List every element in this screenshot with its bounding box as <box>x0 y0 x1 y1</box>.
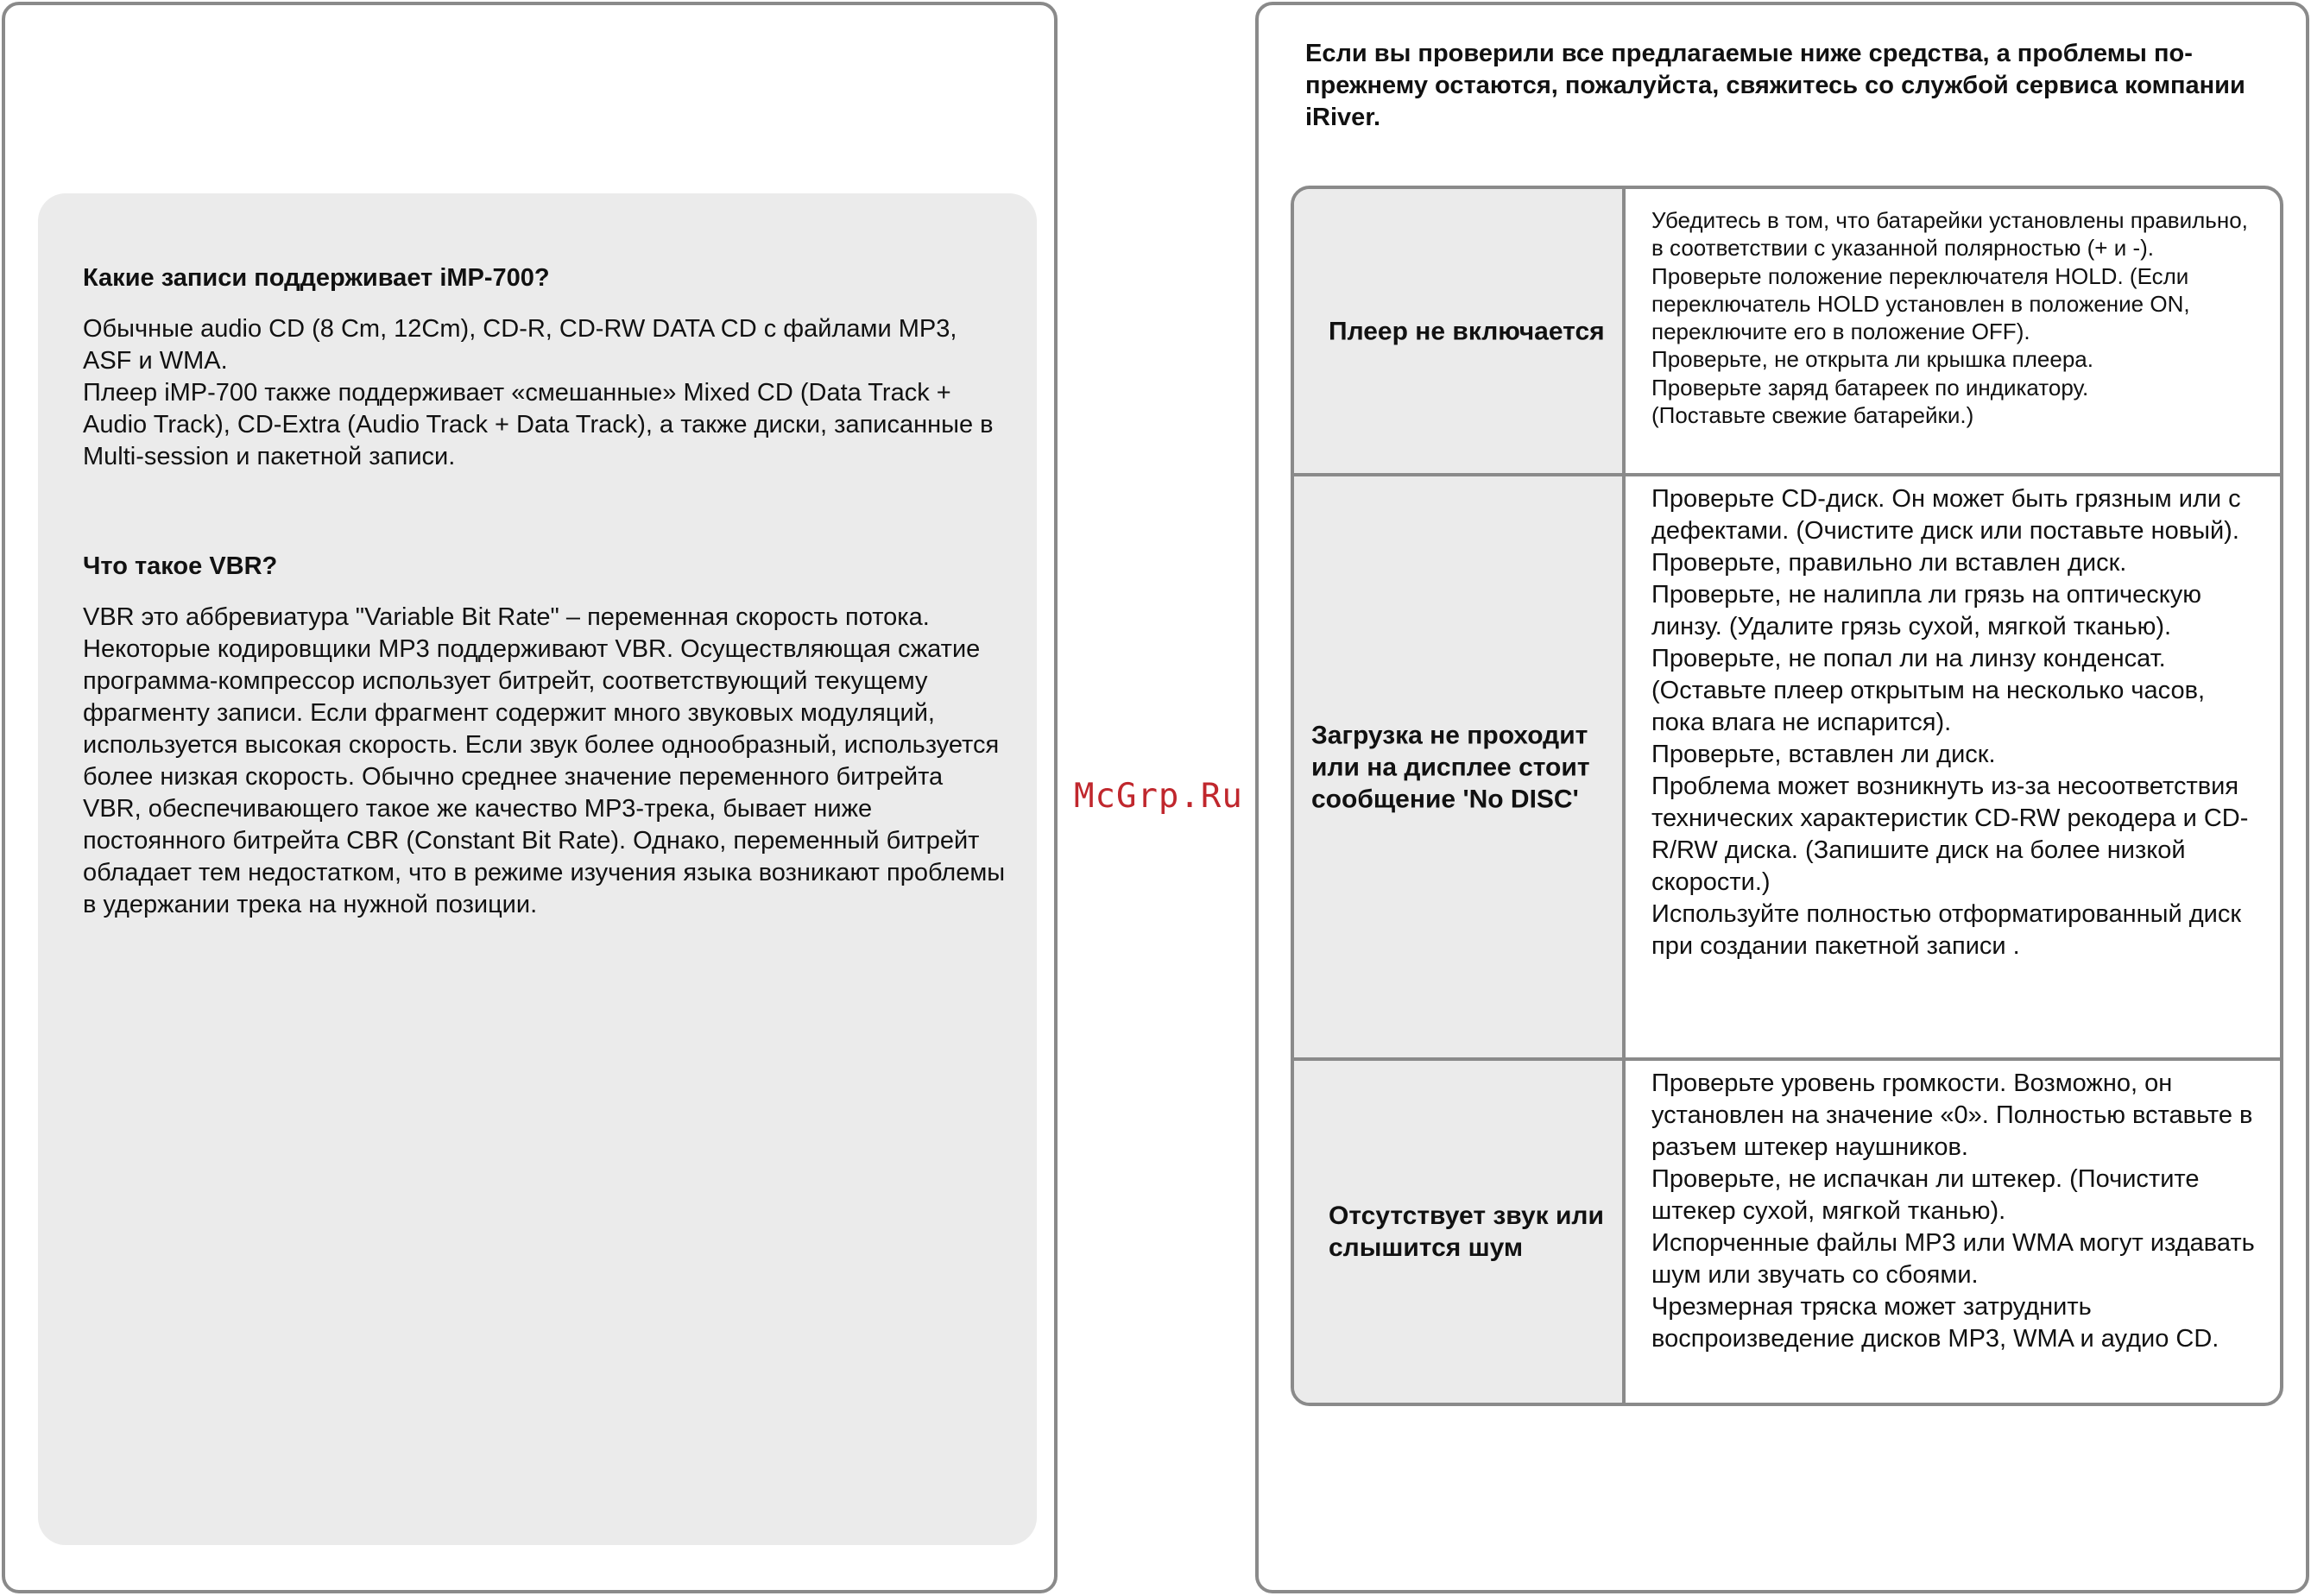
table-row <box>1294 473 2280 1057</box>
left-page <box>2 2 1058 1593</box>
solution-line: Проверьте положение переключателя HOLD. (Если переключатель HOLD установлен в положение ON, переключите его в положение OFF). <box>1651 262 2190 345</box>
solution-line: Проверьте уровень громкости. Возможно, он установлен на значение «0». Полностью вставьте в разъем штекер наушников. <box>1651 1069 2253 1161</box>
table-row <box>1294 1057 2280 1403</box>
faq-item <box>83 551 1007 921</box>
solution-line: Проблема может возникнуть из-за несоответствия технических характеристик CD-RW рекодера и CD-R/RW диска. (Запишите диск на более низкой скорости.) <box>1651 773 2249 896</box>
troubleshooting-table <box>1291 186 2283 1406</box>
solution-line: Чрезмерная тряска может затруднить воспроизведение дисков MP3, WMA и аудио CD. <box>1651 1293 2219 1353</box>
solution-cell <box>1651 483 2263 962</box>
faq-box <box>38 193 1037 1545</box>
solution-line: Проверьте, не открыта ли крышка плеера. <box>1651 346 2093 373</box>
solution-cell <box>1651 1068 2263 1355</box>
intro-text: Если вы проверили все предлагаемые ниже средства, а проблемы по-прежнему остаются, пожалуйста, свяжитесь со службой сервиса компании iRiver. <box>1305 40 2245 131</box>
faq-content <box>83 262 1007 921</box>
solution-line: Проверьте CD-диск. Он может быть грязным или с дефектами. (Очистите диск или поставьте новый). <box>1651 485 2241 545</box>
problem-label: Отсутствует звук или слышится шум <box>1329 1202 1604 1262</box>
solution-line: Проверьте, не налипла ли грязь на оптическую линзу. (Удалите грязь сухой, мягкой тканью). <box>1651 581 2201 640</box>
faq-answer <box>83 313 1007 473</box>
problem-cell <box>1294 476 1626 1057</box>
solution-line: Проверьте заряд батареек по индикатору. <box>1651 374 2089 401</box>
solution-line: Проверьте, вставлен ли диск. <box>1651 741 1996 768</box>
table-row <box>1294 189 2280 473</box>
faq-answer-line: VBR это аббревиатура "Variable Bit Rate" – переменная скорость потока. Некоторые кодировщики MP3 поддерживают VBR. Осуществляющая сжатие программа-компрессор использует битрейт, соответствующий текущему фрагменту записи. Если фрагмент содержит много звуковых модуляций, используется высокая скорость. Если звук более однообразный, используется более низкая скорость. Обычно среднее значение переменного битрейта VBR, обеспечивающего такое же качество MP3-трека, бывает ниже постоянного битрейта CBR (Constant Bit Rate). Однако, переменный битрейт обладает тем недостатком, что в режиме изучения языка возникают проблемы в удержании трека на нужной позиции. <box>83 603 1006 918</box>
solution-line: Проверьте, не испачкан ли штекер. (Почистите штекер сухой, мягкой тканью). <box>1651 1165 2200 1225</box>
problem-cell <box>1294 189 1626 473</box>
solution-line: Проверьте, правильно ли вставлен диск. <box>1651 549 2127 577</box>
faq-item <box>83 262 1007 473</box>
problem-label: Плеер не включается <box>1329 317 1605 345</box>
faq-answer <box>83 602 1007 921</box>
faq-answer-line: Обычные audio CD (8 Cm, 12Cm), CD-R, CD-RW DATA CD с файлами MP3, ASF и WMA. <box>83 315 957 375</box>
problem-cell <box>1294 1061 1626 1403</box>
solution-line: (Поставьте свежие батарейки.) <box>1651 402 1974 429</box>
faq-question: Что такое VBR? <box>83 552 278 580</box>
faq-answer-line: Плеер iMP-700 также поддерживает «смешанные» Mixed CD (Data Track + Audio Track), CD-Extra (Audio Track + Data Track), а также диски, записанные в Multi-session и пакетной записи. <box>83 379 994 470</box>
solution-line: Используйте полностью отформатированный диск при создании пакетной записи . <box>1651 900 2242 960</box>
watermark: McGrp.Ru <box>1074 777 1243 816</box>
problem-label: Загрузка не проходит или на дисплее стоит сообщение 'No DISC' <box>1311 721 1590 813</box>
faq-question: Какие записи поддерживает iMP-700? <box>83 264 550 292</box>
solution-line: Убедитесь в том, что батарейки установлены правильно, в соответствии с указанной полярностью (+ и -). <box>1651 207 2248 262</box>
solution-line: Проверьте, не попал ли на линзу конденсат. (Оставьте плеер открытым на несколько часов, пока влага не испарится). <box>1651 645 2206 736</box>
solution-cell <box>1651 206 2263 429</box>
solution-line: Испорченные файлы MP3 или WMA могут издавать шум или звучать со сбоями. <box>1651 1229 2255 1289</box>
